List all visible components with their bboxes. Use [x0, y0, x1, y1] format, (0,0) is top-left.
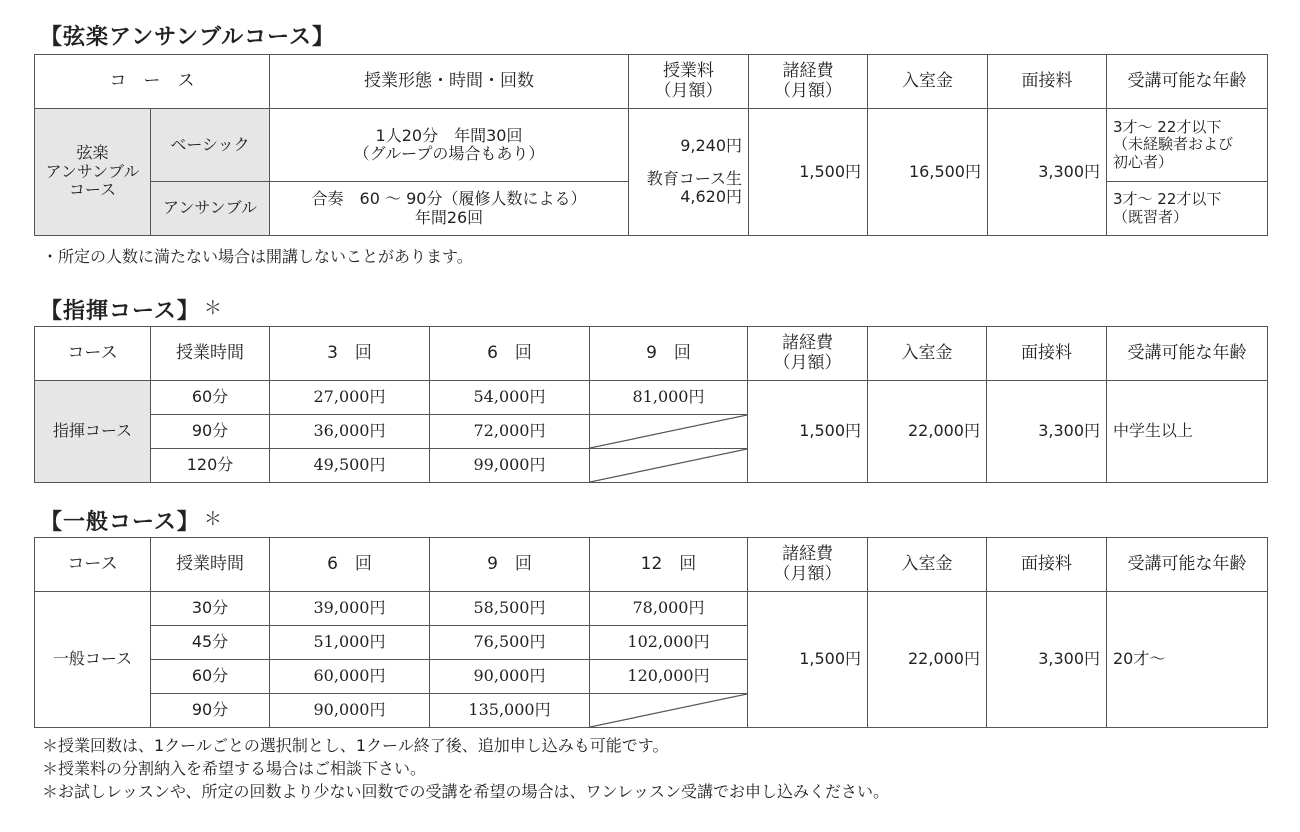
expenses-value: 1,500円	[748, 592, 868, 728]
price-cell: 49,500円	[270, 449, 430, 483]
header-entry: 入室金	[868, 327, 987, 381]
header-course: コース	[35, 538, 151, 592]
slash-line	[590, 415, 747, 448]
general-asterisk: ＊	[203, 509, 223, 530]
price-cell: 27,000円	[270, 381, 430, 415]
time-cell: 60分	[151, 381, 270, 415]
age-value: 中学生以上	[1107, 381, 1268, 483]
price-cell: 72,000円	[430, 415, 590, 449]
header-count-1: 3 回	[270, 327, 430, 381]
header-expenses: 諸経費 （月額）	[748, 327, 868, 381]
price-cell: 36,000円	[270, 415, 430, 449]
header-form: 授業形態・時間・回数	[270, 55, 629, 109]
form-ensemble: 合奏 60 ～ 90分（履修人数による） 年間26回	[270, 182, 629, 236]
ensemble-section-title: 【弦楽アンサンブルコース】	[40, 25, 336, 50]
general-table	[34, 537, 1268, 728]
time-cell: 45分	[151, 626, 270, 660]
header-time: 授業時間	[151, 538, 270, 592]
footnote-3: ＊お試しレッスンや、所定の回数より少ない回数での受講を希望の場合は、ワンレッスン受講でお申し込みください。	[42, 782, 889, 801]
course-name: 指揮コース	[35, 381, 151, 483]
entry-value: 22,000円	[868, 592, 987, 728]
interview-value: 3,300円	[987, 381, 1107, 483]
price-cell: 60,000円	[270, 660, 430, 694]
time-cell: 90分	[151, 694, 270, 728]
price-cell: 135,000円	[430, 694, 590, 728]
header-expenses: 諸経費 （月額）	[749, 55, 868, 109]
course-name: 一般コース	[35, 592, 151, 728]
price-cell: 90,000円	[270, 694, 430, 728]
price-cell: 120,000円	[590, 660, 748, 694]
header-count-2: 9 回	[430, 538, 590, 592]
tuition-edu: 教育コース生 4,620円	[646, 168, 742, 207]
conductor-asterisk: ＊	[203, 298, 223, 319]
ensemble-note: ・所定の人数に満たない場合は開講しないことがあります。	[42, 247, 473, 266]
header-entry: 入室金	[868, 55, 988, 109]
time-cell: 60分	[151, 660, 270, 694]
footnote-1: ＊授業回数は、1クールごとの選択制とし、1クール終了後、追加申し込みも可能です。	[42, 736, 669, 755]
price-cell: 76,500円	[430, 626, 590, 660]
tuition-cell	[629, 109, 749, 236]
interview-value: 3,300円	[988, 109, 1107, 236]
general-title-text: 【一般コース】	[40, 510, 200, 535]
header-interview: 面接料	[988, 55, 1107, 109]
header-count-2: 6 回	[430, 327, 590, 381]
header-age: 受講可能な年齢	[1107, 538, 1268, 592]
entry-value: 22,000円	[868, 381, 987, 483]
tuition-main: 9,240円	[680, 136, 742, 156]
header-tuition: 授業料 （月額）	[629, 55, 749, 109]
empty-slash-cell	[590, 694, 748, 728]
empty-slash-cell	[590, 415, 748, 449]
header-course: コース	[35, 327, 151, 381]
price-cell: 102,000円	[590, 626, 748, 660]
price-cell: 58,500円	[430, 592, 590, 626]
slash-line	[590, 694, 747, 727]
interview-value: 3,300円	[987, 592, 1107, 728]
course-name: 弦楽 アンサンブル コース	[35, 109, 151, 236]
time-cell: 30分	[151, 592, 270, 626]
expenses-value: 1,500円	[749, 109, 868, 236]
footnote-2: ＊授業料の分割納入を希望する場合はご相談下さい。	[42, 759, 427, 778]
expenses-value: 1,500円	[748, 381, 868, 483]
header-entry: 入室金	[868, 538, 987, 592]
price-cell: 39,000円	[270, 592, 430, 626]
general-section-title	[40, 505, 223, 536]
ensemble-table	[34, 54, 1268, 236]
price-cell: 54,000円	[430, 381, 590, 415]
price-cell: 81,000円	[590, 381, 748, 415]
sub-course-basic: ベーシック	[151, 109, 270, 182]
header-age: 受講可能な年齢	[1107, 55, 1268, 109]
time-cell: 120分	[151, 449, 270, 483]
age-value: 20才～	[1107, 592, 1268, 728]
header-expenses: 諸経費 （月額）	[748, 538, 868, 592]
age-basic: 3才～ 22才以下 （未経験者および 初心者）	[1107, 109, 1268, 182]
empty-slash-cell	[590, 449, 748, 483]
entry-value: 16,500円	[868, 109, 988, 236]
slash-line	[590, 449, 747, 482]
header-count-1: 6 回	[270, 538, 430, 592]
price-cell: 90,000円	[430, 660, 590, 694]
price-cell: 51,000円	[270, 626, 430, 660]
form-basic: 1人20分 年間30回 （グループの場合もあり）	[270, 109, 629, 182]
footnotes	[42, 734, 889, 803]
header-course: コ ー ス	[35, 55, 270, 109]
price-cell: 78,000円	[590, 592, 748, 626]
header-count-3: 9 回	[590, 327, 748, 381]
price-cell: 99,000円	[430, 449, 590, 483]
header-interview: 面接料	[987, 538, 1107, 592]
header-interview: 面接料	[987, 327, 1107, 381]
header-time: 授業時間	[151, 327, 270, 381]
header-count-3: 12 回	[590, 538, 748, 592]
age-ensemble: 3才～ 22才以下 （既習者）	[1107, 182, 1268, 236]
sub-course-ensemble: アンサンブル	[151, 182, 270, 236]
header-age: 受講可能な年齢	[1107, 327, 1268, 381]
time-cell: 90分	[151, 415, 270, 449]
conductor-table	[34, 326, 1268, 483]
conductor-title-text: 【指揮コース】	[40, 299, 200, 324]
conductor-section-title	[40, 294, 223, 325]
